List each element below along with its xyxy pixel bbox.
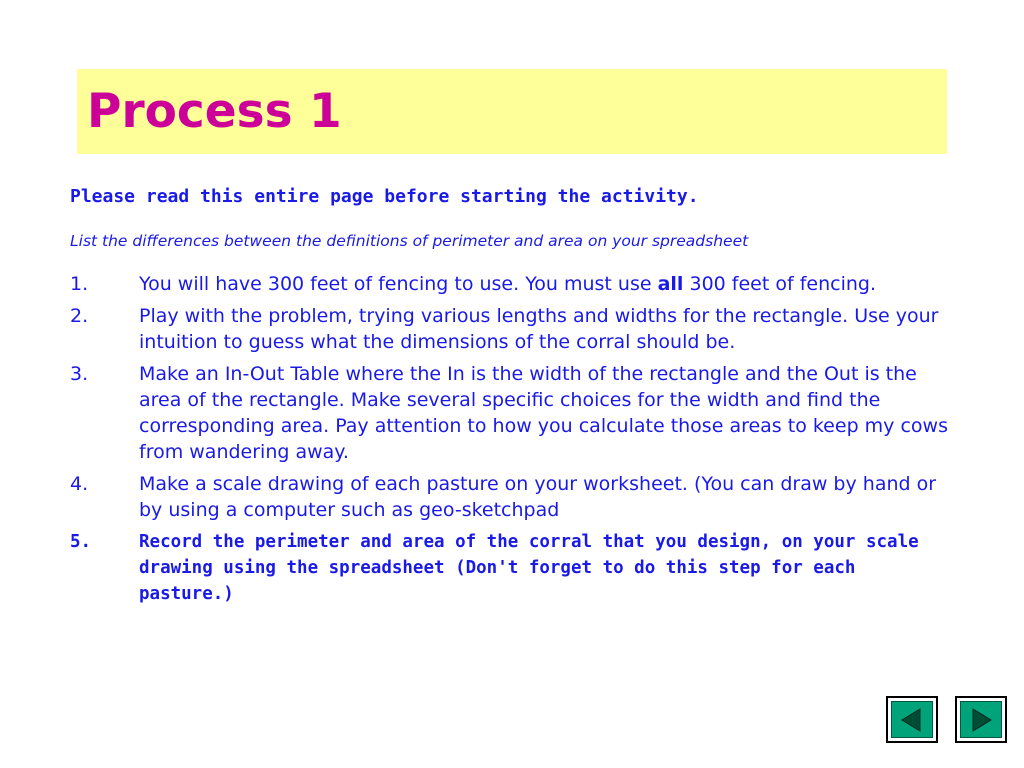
spreadsheet-note: List the differences between the definitions of perimeter and area on your spreadsheet — [70, 232, 749, 250]
step-text: Make an In-Out Table where the In is the width of the rectangle and the Out is the area of the rectangle. Make several specific choices for the width and find the corresponding area. Pay attention to how you calculate those areas to keep my cows from wandering away. — [139, 363, 948, 463]
previous-slide-button-face[interactable] — [891, 701, 933, 738]
triangle-right-icon — [968, 707, 994, 733]
step-number: 4. — [70, 473, 89, 495]
previous-slide-button[interactable] — [886, 696, 938, 743]
step-item — [70, 271, 960, 297]
step-item — [70, 529, 960, 607]
step-number: 2. — [70, 305, 89, 327]
next-slide-button-face[interactable] — [960, 701, 1002, 738]
step-text: Record the perimeter and area of the corral that you design, on your scale drawing using the spreadsheet (Don't forget to do this step for each pasture.) — [139, 532, 919, 604]
triangle-left-icon — [899, 707, 925, 733]
step-number: 5. — [70, 532, 92, 552]
step-number: 1. — [70, 273, 89, 295]
intro-instruction: Please read this entire page before starting the activity. — [70, 186, 699, 207]
step-text: Play with the problem, trying various lengths and widths for the rectangle. Use your intuition to guess what the dimensions of the corral should be. — [139, 305, 939, 353]
step-item — [70, 361, 960, 465]
step-text: You will have 300 feet of fencing to use. You must use all 300 feet of fencing. — [139, 273, 876, 295]
step-item — [70, 471, 960, 523]
steps-list — [70, 271, 960, 613]
step-number: 3. — [70, 363, 89, 385]
page-title: Process 1 — [87, 84, 342, 139]
step-item — [70, 303, 960, 355]
next-slide-button[interactable] — [955, 696, 1007, 743]
step-emphasis: all — [657, 273, 684, 295]
step-text: Make a scale drawing of each pasture on your worksheet. (You can draw by hand or by using a computer such as geo-sketchpad — [139, 473, 937, 521]
